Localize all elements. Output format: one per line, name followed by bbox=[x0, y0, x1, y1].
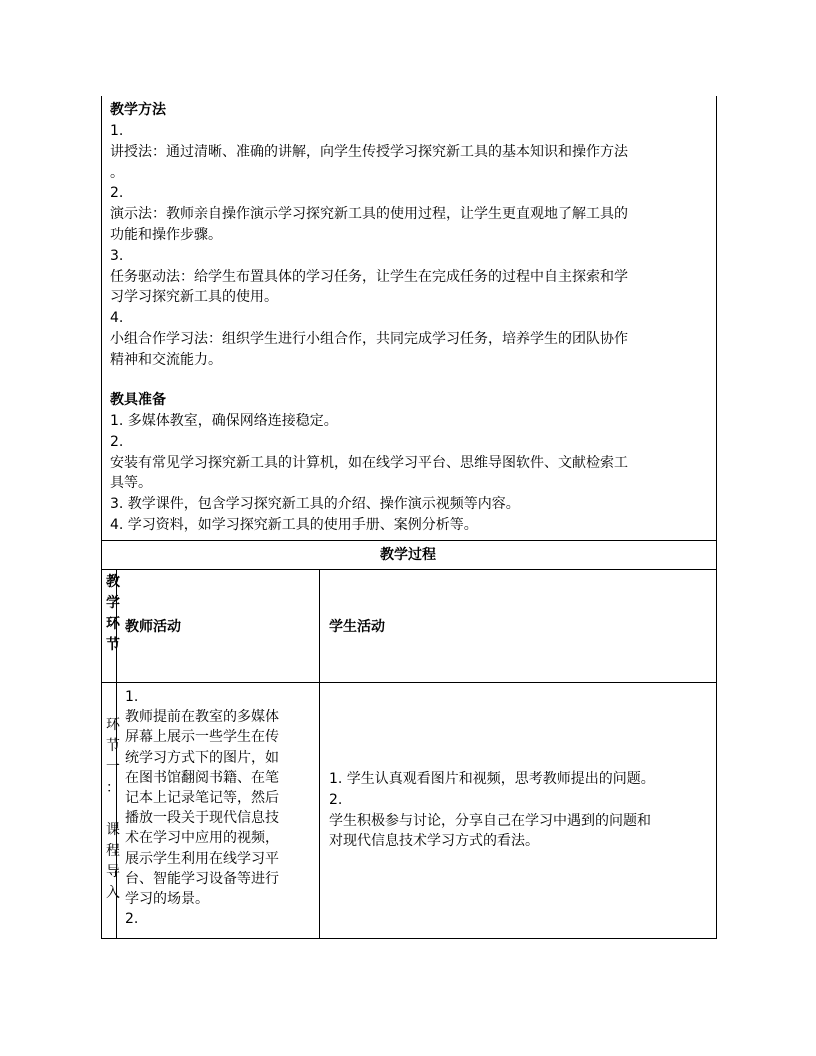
teacher-line: 统学习方式下的图片，如 bbox=[125, 749, 279, 766]
teacher-line: 学习的场景。 bbox=[125, 891, 209, 908]
clipped-stage-header bbox=[104, 570, 120, 682]
methods-heading: 教学方法 bbox=[110, 102, 166, 118]
teacher-line: 台、智能学习设备等进行 bbox=[125, 870, 279, 887]
teacher-activity-cell bbox=[125, 687, 279, 929]
student-line: 对现代信息技术学习方式的看法。 bbox=[329, 833, 539, 850]
teacher-line: 教师提前在教室的多媒体 bbox=[125, 709, 279, 726]
methods-line: 功能和操作步骤。 bbox=[110, 226, 222, 243]
student-line: 学生积极参与讨论，分享自己在学习中遇到的问题和 bbox=[329, 812, 651, 829]
methods-line: 2. bbox=[110, 185, 124, 202]
methods-line: 4. bbox=[110, 310, 124, 327]
clipped-char: 环 bbox=[106, 616, 120, 632]
clipped-char: ： bbox=[106, 780, 120, 796]
teacher-line: 1. bbox=[125, 689, 139, 705]
tools-line: 1. 多媒体教室，确保网络连接稳定。 bbox=[110, 413, 338, 429]
teacher-line: 屏幕上展示一些学生在传 bbox=[125, 729, 279, 746]
clipped-char: 程 bbox=[106, 843, 120, 859]
teacher-line: 在图书馆翻阅书籍、在笔 bbox=[125, 769, 279, 786]
methods-line: 演示法：教师亲自操作演示学习探究新工具的使用过程，让学生更直观地了解工具的 bbox=[110, 206, 628, 223]
teacher-line: 2. bbox=[125, 911, 139, 928]
clipped-char: 课 bbox=[106, 822, 120, 838]
clipped-char: 环 bbox=[106, 717, 120, 733]
table-border-bottom bbox=[101, 938, 717, 939]
methods-line: 小组合作学习法：组织学生进行小组合作，共同完成学习任务，培养学生的团队协作 bbox=[110, 330, 628, 347]
tools-body bbox=[110, 411, 628, 536]
clipped-char: 节 bbox=[106, 738, 120, 754]
clipped-stage-label bbox=[104, 683, 120, 938]
clipped-char: 入 bbox=[106, 885, 120, 901]
tools-line: 安装有常见学习探究新工具的计算机，如在线学习平台、思维导图软件、文献检索工 bbox=[110, 454, 628, 471]
teacher-line: 播放一段关于现代信息技 bbox=[125, 810, 279, 827]
clipped-char: 节 bbox=[106, 637, 120, 653]
teacher-line: 展示学生利用在线学习平 bbox=[125, 850, 279, 867]
methods-line: 习学习探究新工具的使用。 bbox=[110, 289, 278, 306]
table-col-divider-2 bbox=[319, 569, 320, 939]
clipped-char: 教 bbox=[106, 574, 120, 590]
table-divider-header bbox=[101, 569, 717, 570]
tools-line: 2. bbox=[110, 433, 124, 450]
methods-line: 精神和交流能力。 bbox=[110, 351, 222, 368]
methods-line: 任务驱动法：给学生布置具体的学习任务，让学生在完成任务的过程中自主探索和学 bbox=[110, 268, 628, 285]
student-activity-cell bbox=[329, 769, 655, 852]
tools-line: 3. 教学课件，包含学习探究新工具的介绍、操作演示视频等内容。 bbox=[110, 496, 520, 513]
tools-line: 具等。 bbox=[110, 475, 152, 492]
process-title: 教学过程 bbox=[380, 547, 436, 563]
student-line: 1. 学生认真观看图片和视频，思考教师提出的问题。 bbox=[329, 771, 655, 787]
methods-body bbox=[110, 121, 628, 371]
methods-line: 。 bbox=[110, 164, 124, 181]
col-teacher-activity: 教师活动 bbox=[125, 619, 181, 635]
teacher-line: 记本上记录笔记等，然后 bbox=[125, 790, 279, 807]
table-border-left bbox=[101, 96, 102, 939]
clipped-char: 学 bbox=[106, 595, 120, 611]
clipped-char: 一 bbox=[106, 759, 120, 775]
table-divider-process bbox=[101, 540, 717, 541]
student-line: 2. bbox=[329, 791, 343, 808]
col-student-activity: 学生活动 bbox=[329, 619, 385, 635]
methods-line: 1. bbox=[110, 123, 124, 139]
teacher-line: 术在学习中应用的视频， bbox=[125, 830, 279, 847]
clipped-char: 导 bbox=[106, 864, 120, 880]
tools-line: 4. 学习资料，如学习探究新工具的使用手册、案例分析等。 bbox=[110, 516, 478, 533]
table-border-right bbox=[716, 96, 717, 939]
methods-line: 讲授法：通过清晰、准确的讲解，向学生传授学习探究新工具的基本知识和操作方法 bbox=[110, 143, 628, 160]
tools-heading: 教具准备 bbox=[110, 392, 166, 408]
methods-line: 3. bbox=[110, 247, 124, 264]
table-divider-row bbox=[101, 682, 717, 683]
